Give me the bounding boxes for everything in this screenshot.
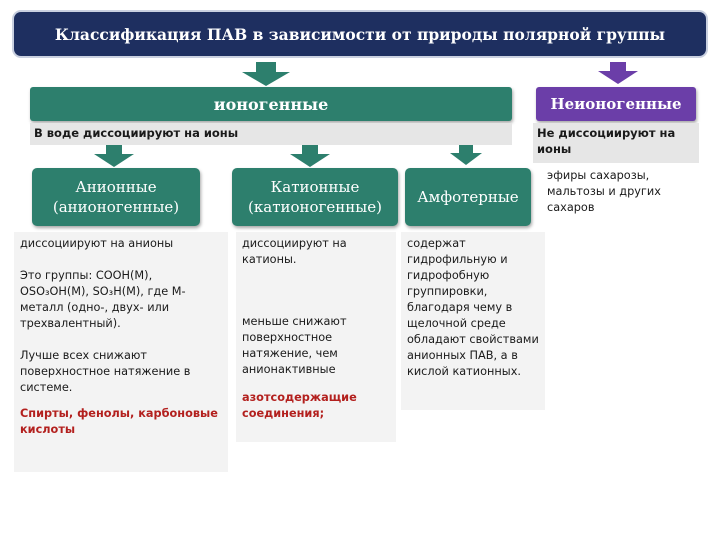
anionic-text-2: Это группы: COOH(M), OSO₃OH(M), SO₃H(M), где М-металл (одно-, двух- или трехвалентный). [20, 269, 186, 330]
cationic-text [236, 232, 396, 442]
amphoteric-title: Амфотерные [417, 188, 519, 206]
nonionic-band [536, 87, 696, 121]
ionic-band [30, 87, 512, 121]
cationic-card [232, 168, 398, 226]
anionic-text [14, 232, 228, 472]
arrow-down-icon [240, 62, 292, 86]
cationic-text-2: меньше снижают поверхностное натяжение, чем анионактивные [242, 315, 347, 376]
nonionic-examples: эфиры сахарозы, мальтозы и других сахаров [543, 166, 693, 218]
anionic-text-1: диссоциируют на анионы [20, 237, 174, 250]
anionic-title: Анионные [75, 178, 157, 196]
arrow-down-icon [92, 145, 136, 167]
diagram-title: Классификация ПАВ в зависимости от природы полярной группы [14, 12, 706, 56]
cationic-subtitle: (катионогенные) [248, 198, 382, 216]
amphoteric-text-1: содержат гидрофильную и гидрофобную группировки, благодаря чему в щелочной среде обладают свойствами анионных ПАВ, а в кислой катионных. [407, 237, 539, 378]
anionic-examples: Спирты, фенолы, карбоновые кислоты [20, 407, 218, 436]
nonionic-note: Не диссоциируют на ионы [533, 123, 699, 163]
amphoteric-text [401, 232, 545, 410]
cationic-text-1: диссоциируют на катионы. [242, 237, 347, 266]
cationic-title: Катионные [270, 178, 360, 196]
arrow-down-icon [448, 145, 484, 165]
cationic-examples: азотсодержащие соединения; [242, 391, 357, 420]
anionic-subtitle: (анионогенные) [52, 198, 180, 216]
ionic-note: В воде диссоциируют на ионы [30, 123, 512, 145]
anionic-card [32, 168, 200, 226]
arrow-down-icon [288, 145, 332, 167]
nonionic-label: Неионогенные [550, 95, 682, 113]
amphoteric-card [405, 168, 531, 226]
arrow-down-icon [596, 62, 640, 84]
ionic-label: ионогенные [213, 94, 329, 114]
anionic-text-3: Лучше всех снижают поверхностное натяжение в системе. [20, 349, 191, 394]
